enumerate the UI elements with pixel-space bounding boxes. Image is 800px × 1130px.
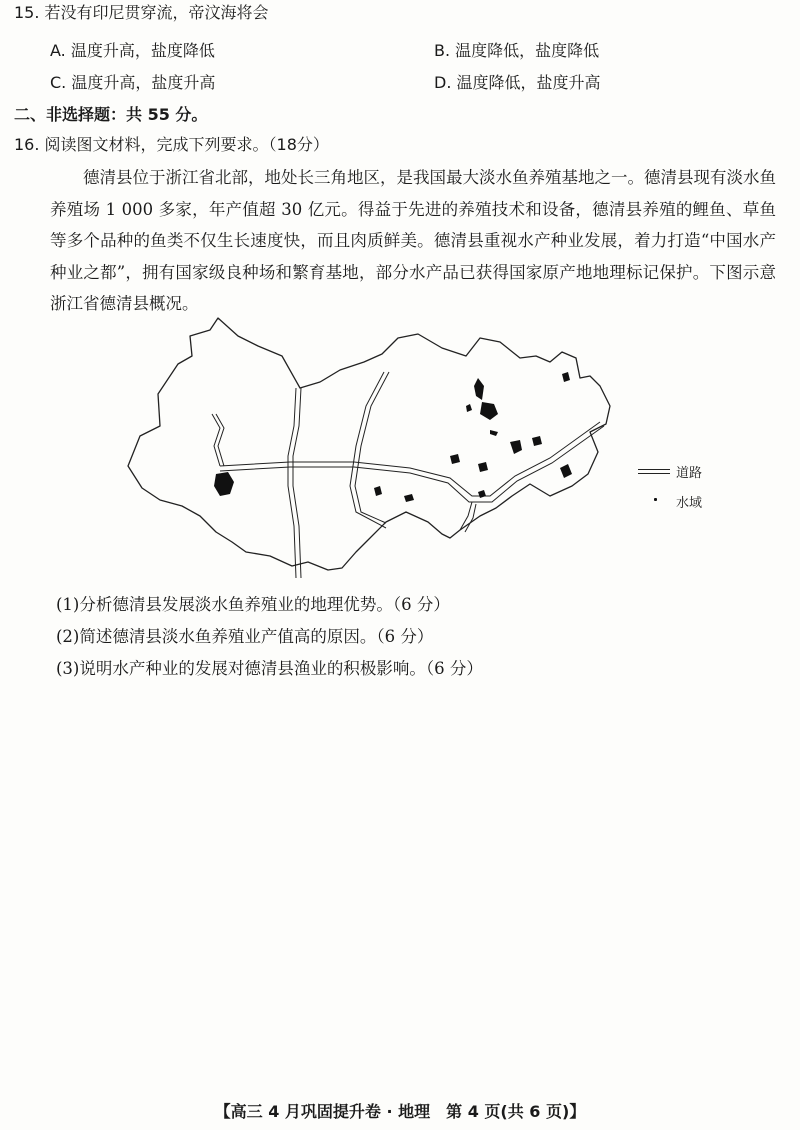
- option-b[interactable]: B. 温度降低，盐度降低: [434, 41, 600, 60]
- legend-road-symbol: [638, 468, 670, 476]
- section-heading: 二、非选择题：共 55 分。: [14, 105, 208, 124]
- subquestion-3: (3)说明水产种业的发展对德清县渔业的积极影响。（6 分）: [56, 659, 483, 678]
- legend-water-label: 水域: [676, 496, 703, 511]
- subquestion-2: (2)简述德清县淡水鱼养殖业产值高的原因。（6 分）: [56, 627, 434, 646]
- legend-water-symbol: [654, 498, 657, 501]
- deqing-county-map: [120, 316, 640, 578]
- option-d[interactable]: D. 温度降低，盐度升高: [434, 73, 601, 92]
- question-15-stem: 15. 若没有印尼贯穿流，帝汶海将会: [14, 3, 269, 22]
- option-c[interactable]: C. 温度升高，盐度升高: [50, 73, 216, 92]
- water-bodies: [214, 372, 572, 502]
- page-footer: 【高三 4 月巩固提升卷 · 地理 第 4 页(共 6 页)】: [214, 1102, 586, 1121]
- road-network: [212, 372, 604, 578]
- material-paragraph: 德清县位于浙江省北部，地处长三角地区，是我国最大淡水鱼养殖基地之一。德清县现有淡水鱼养殖场 1 000 多家，年产值超 30 亿元。得益于先进的养殖技术和设备，德清县养殖的鲤鱼、草鱼等多个品种的鱼类不仅生长速度快，而且肉质鲜美。德清县重视水产种业发展，着力打造“中国水产种业之都”，拥有国家级良种场和繁育基地，部分水产品已获得国家原产地地理标记保护。下图示意浙江省德清县概况。: [50, 168, 776, 313]
- legend-road-label: 道路: [676, 466, 703, 481]
- option-a[interactable]: A. 温度升高，盐度降低: [50, 41, 215, 60]
- question-16-stem: 16. 阅读图文材料，完成下列要求。（18分）: [14, 135, 329, 154]
- subquestion-1: (1)分析德清县发展淡水鱼养殖业的地理优势。（6 分）: [56, 595, 450, 614]
